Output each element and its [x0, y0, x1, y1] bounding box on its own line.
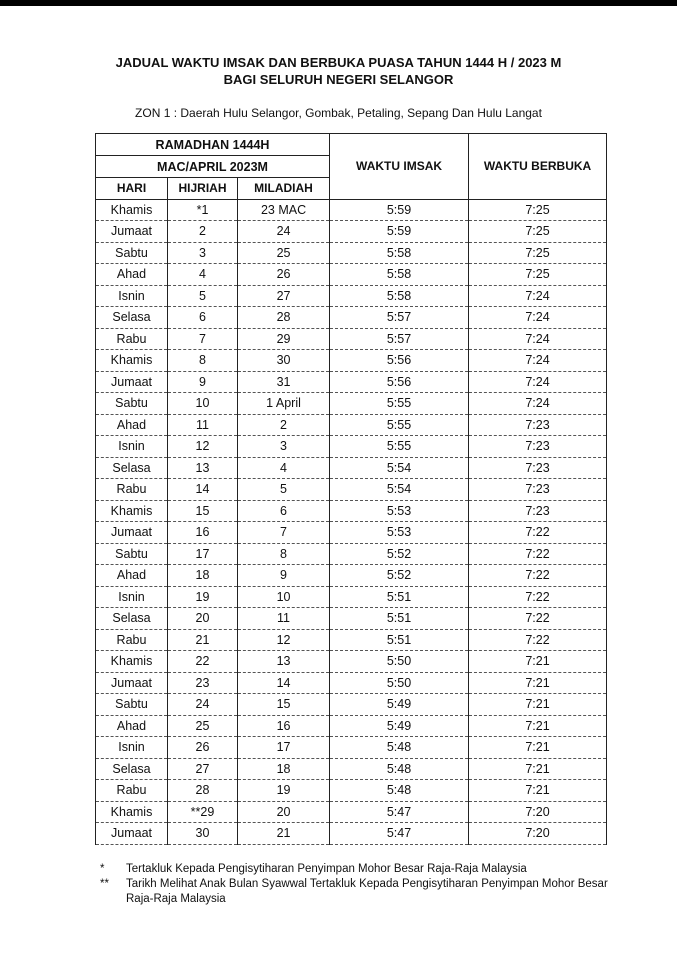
cell-miladiah: 10 [238, 586, 330, 608]
cell-imsak: 5:56 [330, 350, 469, 372]
table-row [96, 457, 607, 479]
cell-berbuka: 7:20 [469, 801, 607, 823]
cell-berbuka: 7:22 [469, 608, 607, 630]
cell-hijriah: 14 [168, 479, 238, 501]
cell-hijriah: 2 [168, 221, 238, 243]
table-row [96, 522, 607, 544]
cell-hari: Jumaat [96, 522, 168, 544]
cell-miladiah: 12 [238, 629, 330, 651]
cell-berbuka: 7:22 [469, 565, 607, 587]
cell-berbuka: 7:21 [469, 672, 607, 694]
cell-imsak: 5:47 [330, 801, 469, 823]
table-row [96, 221, 607, 243]
cell-miladiah: 19 [238, 780, 330, 802]
table-row [96, 328, 607, 350]
cell-imsak: 5:57 [330, 307, 469, 329]
cell-hari: Khamis [96, 651, 168, 673]
cell-berbuka: 7:25 [469, 199, 607, 221]
cell-berbuka: 7:24 [469, 393, 607, 415]
cell-hijriah: **29 [168, 801, 238, 823]
table-row [96, 371, 607, 393]
header-ramadhan: RAMADHAN 1444H [96, 134, 330, 156]
cell-hari: Jumaat [96, 221, 168, 243]
cell-miladiah: 2 [238, 414, 330, 436]
table-row [96, 651, 607, 673]
footnote-1 [100, 862, 620, 877]
cell-imsak: 5:56 [330, 371, 469, 393]
cell-hijriah: 30 [168, 823, 238, 845]
cell-berbuka: 7:20 [469, 823, 607, 845]
cell-hijriah: 10 [168, 393, 238, 415]
cell-hari: Jumaat [96, 823, 168, 845]
cell-hari: Sabtu [96, 242, 168, 264]
table-row [96, 608, 607, 630]
table-row [96, 780, 607, 802]
cell-miladiah: 14 [238, 672, 330, 694]
cell-imsak: 5:55 [330, 436, 469, 458]
cell-berbuka: 7:21 [469, 737, 607, 759]
cell-berbuka: 7:23 [469, 479, 607, 501]
title-line-1: JADUAL WAKTU IMSAK DAN BERBUKA PUASA TAHUN 1444 H / 2023 M [115, 55, 562, 70]
footnote-2-mark: ** [100, 878, 109, 890]
cell-hari: Rabu [96, 780, 168, 802]
cell-hijriah: 13 [168, 457, 238, 479]
cell-hari: Jumaat [96, 672, 168, 694]
cell-berbuka: 7:23 [469, 414, 607, 436]
header-mac-april: MAC/APRIL 2023M [96, 156, 330, 178]
footnotes [100, 862, 620, 907]
cell-imsak: 5:59 [330, 221, 469, 243]
cell-berbuka: 7:24 [469, 328, 607, 350]
cell-imsak: 5:51 [330, 586, 469, 608]
cell-berbuka: 7:24 [469, 350, 607, 372]
cell-hari: Rabu [96, 629, 168, 651]
table-row [96, 479, 607, 501]
cell-imsak: 5:48 [330, 780, 469, 802]
cell-imsak: 5:58 [330, 264, 469, 286]
cell-hari: Ahad [96, 264, 168, 286]
table-row [96, 758, 607, 780]
cell-imsak: 5:50 [330, 672, 469, 694]
cell-hijriah: 15 [168, 500, 238, 522]
cell-hari: Rabu [96, 479, 168, 501]
cell-hari: Selasa [96, 758, 168, 780]
header-hari: HARI [96, 178, 168, 200]
cell-berbuka: 7:22 [469, 543, 607, 565]
cell-imsak: 5:52 [330, 565, 469, 587]
table-row [96, 694, 607, 716]
cell-berbuka: 7:22 [469, 629, 607, 651]
cell-miladiah: 18 [238, 758, 330, 780]
table-row [96, 737, 607, 759]
cell-miladiah: 17 [238, 737, 330, 759]
cell-hijriah: 17 [168, 543, 238, 565]
cell-hijriah: 21 [168, 629, 238, 651]
cell-miladiah: 23 MAC [238, 199, 330, 221]
cell-hari: Isnin [96, 737, 168, 759]
cell-miladiah: 28 [238, 307, 330, 329]
cell-hari: Isnin [96, 586, 168, 608]
cell-imsak: 5:54 [330, 457, 469, 479]
cell-miladiah: 9 [238, 565, 330, 587]
cell-hijriah: 26 [168, 737, 238, 759]
cell-hari: Isnin [96, 436, 168, 458]
cell-imsak: 5:48 [330, 758, 469, 780]
zone-description: ZON 1 : Daerah Hulu Selangor, Gombak, Petaling, Sepang Dan Hulu Langat [135, 106, 542, 120]
cell-hari: Sabtu [96, 393, 168, 415]
footnote-2 [100, 877, 620, 907]
cell-berbuka: 7:22 [469, 586, 607, 608]
cell-miladiah: 24 [238, 221, 330, 243]
cell-miladiah: 26 [238, 264, 330, 286]
cell-hari: Jumaat [96, 371, 168, 393]
cell-berbuka: 7:24 [469, 307, 607, 329]
cell-berbuka: 7:23 [469, 436, 607, 458]
cell-miladiah: 30 [238, 350, 330, 372]
cell-hijriah: 18 [168, 565, 238, 587]
cell-berbuka: 7:23 [469, 457, 607, 479]
cell-miladiah: 31 [238, 371, 330, 393]
footnote-1-text: Tertakluk Kepada Pengisytiharan Penyimpan Mohor Besar Raja-Raja Malaysia [126, 863, 527, 875]
table-row [96, 242, 607, 264]
table-row [96, 436, 607, 458]
cell-berbuka: 7:21 [469, 780, 607, 802]
table-row [96, 823, 607, 845]
cell-hijriah: 6 [168, 307, 238, 329]
cell-berbuka: 7:24 [469, 285, 607, 307]
cell-hari: Khamis [96, 801, 168, 823]
table-row [96, 199, 607, 221]
cell-hijriah: 24 [168, 694, 238, 716]
cell-hijriah: 5 [168, 285, 238, 307]
cell-hijriah: 4 [168, 264, 238, 286]
cell-imsak: 5:47 [330, 823, 469, 845]
cell-imsak: 5:55 [330, 393, 469, 415]
cell-miladiah: 29 [238, 328, 330, 350]
cell-hari: Sabtu [96, 694, 168, 716]
header-miladiah: MILADIAH [238, 178, 330, 200]
cell-hari: Khamis [96, 500, 168, 522]
cell-imsak: 5:59 [330, 199, 469, 221]
table-row [96, 672, 607, 694]
cell-miladiah: 6 [238, 500, 330, 522]
cell-imsak: 5:50 [330, 651, 469, 673]
cell-hari: Isnin [96, 285, 168, 307]
cell-hari: Selasa [96, 608, 168, 630]
cell-berbuka: 7:21 [469, 694, 607, 716]
cell-miladiah: 21 [238, 823, 330, 845]
cell-hijriah: 3 [168, 242, 238, 264]
cell-imsak: 5:49 [330, 715, 469, 737]
cell-hari: Selasa [96, 457, 168, 479]
cell-miladiah: 25 [238, 242, 330, 264]
cell-berbuka: 7:25 [469, 264, 607, 286]
cell-hijriah: 23 [168, 672, 238, 694]
cell-imsak: 5:54 [330, 479, 469, 501]
cell-imsak: 5:53 [330, 500, 469, 522]
table-row [96, 801, 607, 823]
cell-imsak: 5:58 [330, 285, 469, 307]
table-row [96, 350, 607, 372]
cell-hijriah: 9 [168, 371, 238, 393]
cell-hijriah: 19 [168, 586, 238, 608]
footnote-2-text: Tarikh Melihat Anak Bulan Syawwal Tertakluk Kepada Pengisytiharan Penyimpan Mohor Besar Raja-Raja Malaysia [126, 878, 608, 905]
cell-hijriah: 7 [168, 328, 238, 350]
cell-miladiah: 7 [238, 522, 330, 544]
top-border-bar [0, 0, 677, 6]
cell-imsak: 5:51 [330, 629, 469, 651]
cell-miladiah: 27 [238, 285, 330, 307]
cell-hijriah: 12 [168, 436, 238, 458]
title-line-2: BAGI SELURUH NEGERI SELANGOR [223, 72, 454, 87]
cell-berbuka: 7:25 [469, 221, 607, 243]
cell-imsak: 5:57 [330, 328, 469, 350]
timetable [95, 133, 607, 845]
cell-berbuka: 7:22 [469, 522, 607, 544]
cell-berbuka: 7:21 [469, 651, 607, 673]
table-row [96, 543, 607, 565]
cell-hari: Khamis [96, 350, 168, 372]
table-row [96, 285, 607, 307]
table-row [96, 629, 607, 651]
cell-imsak: 5:55 [330, 414, 469, 436]
cell-hijriah: 27 [168, 758, 238, 780]
cell-imsak: 5:51 [330, 608, 469, 630]
timetable-body [96, 199, 607, 844]
cell-imsak: 5:49 [330, 694, 469, 716]
cell-hari: Sabtu [96, 543, 168, 565]
cell-miladiah: 20 [238, 801, 330, 823]
cell-hijriah: *1 [168, 199, 238, 221]
cell-hijriah: 20 [168, 608, 238, 630]
cell-miladiah: 13 [238, 651, 330, 673]
cell-miladiah: 3 [238, 436, 330, 458]
cell-berbuka: 7:25 [469, 242, 607, 264]
table-row [96, 715, 607, 737]
table-row [96, 500, 607, 522]
table-row [96, 565, 607, 587]
cell-miladiah: 15 [238, 694, 330, 716]
table-row [96, 264, 607, 286]
footnote-1-mark: * [100, 863, 105, 875]
cell-imsak: 5:58 [330, 242, 469, 264]
cell-hari: Selasa [96, 307, 168, 329]
header-waktu-imsak: WAKTU IMSAK [330, 134, 469, 200]
cell-miladiah: 1 April [238, 393, 330, 415]
document-title [0, 54, 677, 88]
cell-imsak: 5:52 [330, 543, 469, 565]
header-waktu-berbuka: WAKTU BERBUKA [469, 134, 607, 200]
table-row [96, 414, 607, 436]
cell-miladiah: 11 [238, 608, 330, 630]
cell-hijriah: 8 [168, 350, 238, 372]
header-hijriah: HIJRIAH [168, 178, 238, 200]
cell-miladiah: 4 [238, 457, 330, 479]
cell-hari: Ahad [96, 414, 168, 436]
cell-berbuka: 7:21 [469, 715, 607, 737]
cell-imsak: 5:53 [330, 522, 469, 544]
cell-miladiah: 8 [238, 543, 330, 565]
table-row [96, 586, 607, 608]
cell-imsak: 5:48 [330, 737, 469, 759]
table-row [96, 307, 607, 329]
cell-hijriah: 16 [168, 522, 238, 544]
cell-hijriah: 11 [168, 414, 238, 436]
cell-hari: Ahad [96, 565, 168, 587]
cell-berbuka: 7:21 [469, 758, 607, 780]
cell-hijriah: 25 [168, 715, 238, 737]
cell-hari: Rabu [96, 328, 168, 350]
cell-hari: Ahad [96, 715, 168, 737]
cell-miladiah: 5 [238, 479, 330, 501]
cell-hijriah: 28 [168, 780, 238, 802]
table-row [96, 393, 607, 415]
cell-berbuka: 7:24 [469, 371, 607, 393]
cell-hijriah: 22 [168, 651, 238, 673]
cell-miladiah: 16 [238, 715, 330, 737]
cell-hari: Khamis [96, 199, 168, 221]
cell-berbuka: 7:23 [469, 500, 607, 522]
